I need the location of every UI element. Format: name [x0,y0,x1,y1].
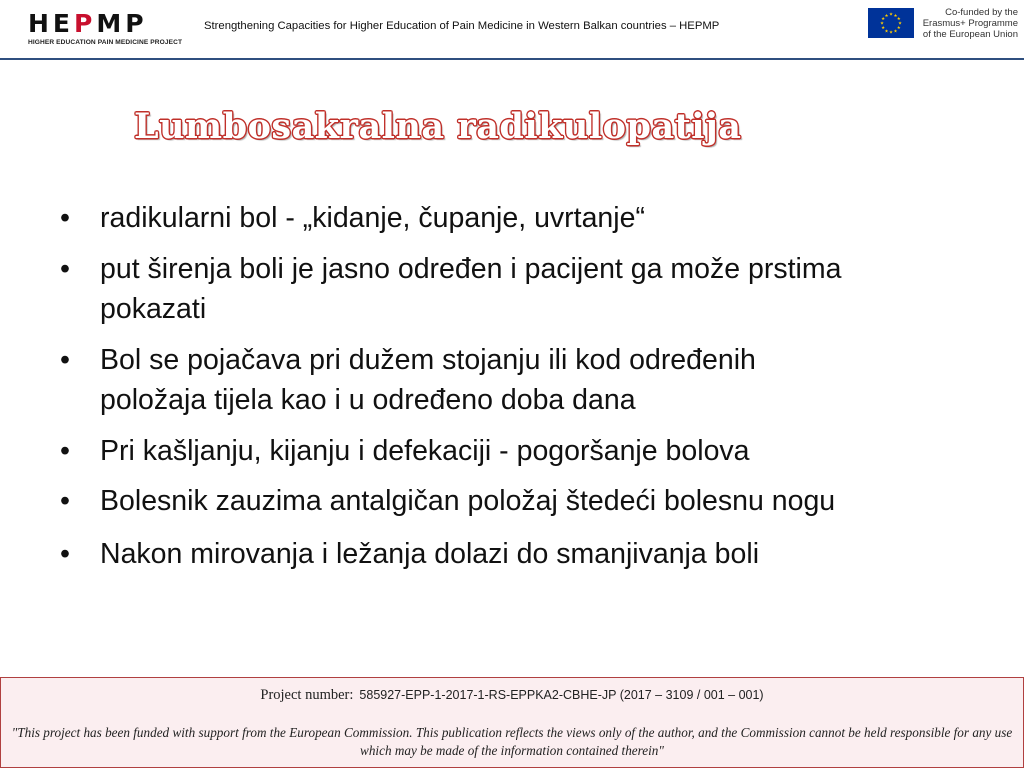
slide-title: Lumbosakralna radikulopatija [134,106,742,147]
bullet-dot: • [60,202,70,234]
eu-cofunding-text: Co-funded by the Erasmus+ Programme of the European Union [922,7,1018,40]
eu-star-icon: ★ [896,26,901,32]
eu-star-icon: ★ [884,29,889,35]
eu-star-icon: ★ [896,17,901,23]
eu-star-icon: ★ [888,12,894,18]
bullet-item: • Nakon mirovanja i ležanja dolazi do smanjivanja boli [60,534,940,575]
eu-star-icon: ★ [893,13,898,19]
funding-disclaimer: "This project has been funded with support from the European Commission. This publication reflects the views only of the author, and the Commission cannot be held responsible for any use which may be made of the information contained therein" [11,725,1013,758]
eu-star-icon: ★ [884,13,889,19]
bullet-item: • radikularni bol - „kidanje, čupanje, uvrtanje“ [60,198,940,239]
header-divider [0,58,1024,60]
project-number-value: 585927-EPP-1-2017-1-RS-EPPKA2-CBHE-JP (2017 – 3109 / 001 – 001) [359,688,764,702]
bullet-dot: • [60,434,70,467]
bullet-dot: • [60,485,70,517]
logo-subtitle: HIGHER EDUCATION PAIN MEDICINE PROJECT [28,39,183,46]
header-project-description: Strengthening Capacities for Higher Education of Pain Medicine in Western Balkan countries – HEPMP [204,20,720,32]
eu-star-icon: ★ [888,30,894,36]
bullet-item: • put širenja boli je jasno određen i pacijent ga može prstima pokazati [60,249,940,330]
eu-star-icon: ★ [897,21,903,27]
eu-star-icon: ★ [881,17,886,23]
eu-flag-icon [868,8,914,38]
eu-star-icon: ★ [893,29,898,35]
bullet-item: • Pri kašljanju, kijanju i defekaciji - pogoršanje bolova [60,431,940,472]
eu-star-icon: ★ [881,26,886,32]
project-number-line [1,686,1023,704]
bullet-dot: • [60,252,70,285]
bullet-item: • Bolesnik zauzima antalgičan položaj štedeći bolesnu nogu [60,481,940,522]
slide-footer [0,677,1024,768]
logo-wordmark: HEPMP [28,9,148,38]
bullet-dot: • [60,537,70,570]
bullet-item: • Bol se pojačava pri dužem stojanju ili kod određenih položaja tijela kao i u određeno doba dana [60,340,860,421]
hepmp-logo [28,10,188,50]
eu-star-icon: ★ [879,21,885,27]
bullet-list [60,198,940,584]
project-number-label: Project number: [260,687,354,703]
slide-header [0,0,1024,58]
bullet-dot: • [60,343,70,376]
